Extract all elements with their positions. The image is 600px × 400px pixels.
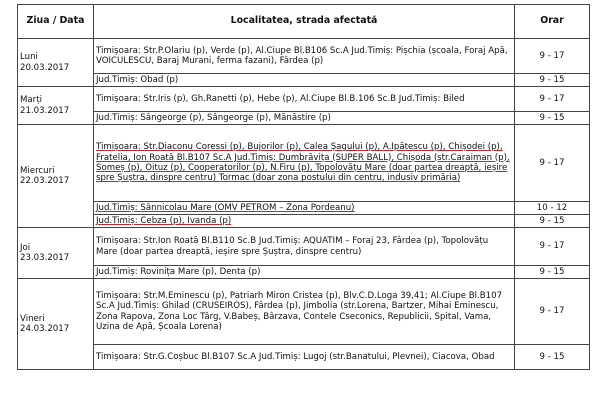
schedule-cell: 9 - 17 xyxy=(515,279,590,345)
table-row xyxy=(18,112,590,125)
day-name: Joi xyxy=(20,242,31,253)
schedule-cell: 9 - 15 xyxy=(515,112,590,125)
table-row xyxy=(18,74,590,87)
day-cell xyxy=(18,39,94,87)
schedule-cell: 9 - 17 xyxy=(515,87,590,112)
day-cell xyxy=(18,279,94,370)
header-row xyxy=(18,5,590,39)
day-date: 20.03.2017 xyxy=(20,62,70,73)
table-row xyxy=(18,215,590,228)
day-cell xyxy=(18,228,94,279)
day-name: Miercuri xyxy=(20,165,55,176)
header-location: Localitatea, strada afectată xyxy=(94,5,515,39)
location-cell: Timișoara: Str.G.Coșbuc Bl.B107 Sc.A Jud.Timiș: Lugoj (str.Banatului, Plevnei), Ciacova, Obad xyxy=(94,345,515,370)
table-row xyxy=(18,39,590,74)
schedule-cell: 9 - 15 xyxy=(515,74,590,87)
location-cell: Jud.Timiș: Obad (p) xyxy=(94,74,515,87)
schedule-cell: 10 - 12 xyxy=(515,202,590,215)
location-cell: Jud.Timiș: Sânnicolau Mare (OMV PETROM – Zona Pordeanu) xyxy=(94,202,515,215)
location-cell: Jud.Timiș: Sângeorge (p), Sângeorge (p), Mănăstire (p) xyxy=(94,112,515,125)
day-date: 22.03.2017 xyxy=(20,176,70,186)
location-cell: Timișoara: Str.Ion Roată Bl.B110 Sc.B Jud.Timiș: AQUATIM – Foraj 23, Fârdea (p), Topolovățu Mare (doar partea dreaptă, ieșire spre Șuștra, dinspre centru) xyxy=(94,228,515,266)
day-name: Vineri xyxy=(20,313,45,324)
schedule-cell: 9 - 17 xyxy=(515,39,590,74)
schedule-cell: 9 - 17 xyxy=(515,228,590,266)
schedule-cell: 9 - 15 xyxy=(515,345,590,370)
location-cell: Timișoara: Str.P.Olariu (p), Verde (p), Al.Ciupe Bl.B106 Sc.A Jud.Timiș: Pișchia (școala, Foraj Apă, VOICULESCU, Baraj Murani, ferma fazani), Fârdea (p) xyxy=(94,39,515,74)
table-row xyxy=(18,87,590,112)
table-row xyxy=(18,345,590,370)
location-cell: Jud.Timiș: Cebza (p), Ivanda (p) xyxy=(94,215,515,228)
day-cell xyxy=(18,87,94,125)
schedule-cell: 9 - 15 xyxy=(515,266,590,279)
location-cell: Timișoara: Str.Iris (p), Gh.Ranetti (p), Hebe (p), Al.Ciupe Bl.B.106 Sc.B Jud.Timiș: Biled xyxy=(94,87,515,112)
table-row xyxy=(18,266,590,279)
outage-schedule-table xyxy=(17,4,590,370)
day-date: 24.03.2017 xyxy=(20,324,70,334)
day-date: 21.03.2017 xyxy=(20,105,70,116)
header-day: Ziua / Data xyxy=(18,5,94,39)
schedule-cell: 9 - 17 xyxy=(515,125,590,202)
table-row xyxy=(18,125,590,202)
table-row xyxy=(18,279,590,345)
table-row xyxy=(18,202,590,215)
day-name: Luni xyxy=(20,52,38,63)
location-cell: Timișoara: Str.Diaconu Coressi (p), Bujorilor (p), Calea Șagului (p), A.Ipătescu (p), Chișodei (p), Fratelia, Ion Roată Bl.B107 Sc.A Jud.Timiș: Dumbrăvița (SUPER BALL), Chișoda (str.Caraiman (p), Someș (p), Oituz (p), Cooperatorilor (p), N.Firu (p), Topolovățu Mare (doar partea dreaptă, ieșire spre Șuștra, dinspre centru) Tormac (doar zona postului din centru, indusiv primăria) xyxy=(94,125,515,202)
header-schedule: Orar xyxy=(515,5,590,39)
schedule-cell: 9 - 15 xyxy=(515,215,590,228)
location-cell: Jud.Timiș: Rovinița Mare (p), Denta (p) xyxy=(94,266,515,279)
table-row xyxy=(18,228,590,266)
day-date: 23.03.2017 xyxy=(20,253,70,263)
day-cell xyxy=(18,125,94,228)
location-cell: Timișoara: Str.M.Eminescu (p), Patriarh Miron Cristea (p), Blv.C.D.Loga 39,41; Al.Ciupe Bl.B107 Sc.A Jud.Timiș: Ghilad (CRUSEIROS), Fârdea (p), Jimbolia (str.Lorena, Bartzer, Mihai Eminescu, Zona Rapova, Zona Loc Târg, V.Babeș, Bârzava, Contele Cseconics, Republicii, Spital, Vama, Uzina de Apă, Școala Lorena) xyxy=(94,279,515,345)
day-name: Marți xyxy=(20,95,42,106)
